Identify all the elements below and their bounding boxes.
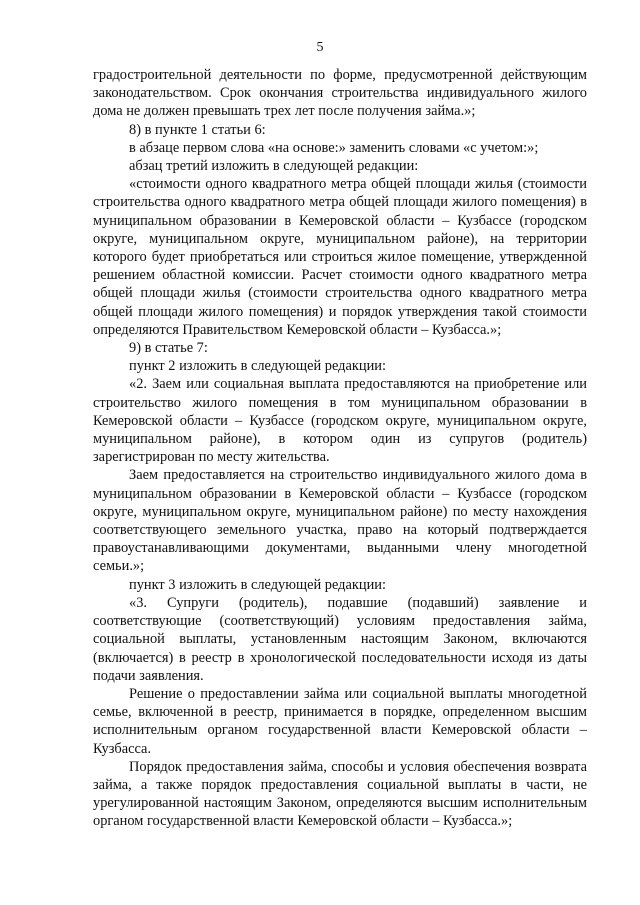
paragraph-item-9: 9) в статье 7: xyxy=(129,340,208,357)
paragraph-cost-quote: «стоимости одного квадратного метра общей площади жилья (стоимости строительства одного квадратного метра общей площади жилого помещения) в муниципальном образовании в Кемеровской области – Кузбассе (городском округе, муниципальном округе, муниципальном районе), на территории которого будет приобретаться или строиться жилое помещение, утвержденной решением областной комиссии. Расчет стоимости одного квадратного метра общей площади жилья (стоимости строительства одного квадратного метра общей площади жилого помещения) и порядок утверждения такой стоимости определяются Правительством Кемеровской области – Кузбасса.»; xyxy=(93,176,587,338)
paragraph-point-3-text: «3. Супруги (родитель), подавшие (подавший) заявление и соответствующие (соответствующий) условиям предоставления займа, социальной выплаты, установленным настоящим Законом, включаются (включается) в реестр в хронологической последовательности исходя из даты подачи заявления. xyxy=(93,594,587,684)
paragraph-point-2-text: «2. Заем или социальная выплата предоставляются на приобретение или строительство жилого помещения в том муниципальном образовании в Кемеровской области – Кузбассе (городском округе, муниципальном округе, муниципальном районе), в котором один из супругов (родитель) зарегистрирован по месту жительства. xyxy=(93,376,587,466)
paragraph-point-3-intro: пункт 3 изложить в следующей редакции: xyxy=(129,576,386,593)
paragraph-replace-words: в абзаце первом слова «на основе:» заменить словами «с учетом:»; xyxy=(129,139,539,156)
page-number: 5 xyxy=(316,40,324,55)
document-body xyxy=(93,66,587,831)
paragraph-procedure: Порядок предоставления займа, способы и условия обеспечения возврата займа, а также порядок предоставления социальной выплаты в части, не урегулированной настоящим Законом, определяются высшим исполнительным органом государственной власти Кемеровской области – Кузбасса.»; xyxy=(93,758,587,830)
paragraph-decision: Решение о предоставлении займа или социальной выплаты многодетной семье, включенной в реестр, принимается в порядке, определенном высшим исполнительным органом государственной власти Кемеровской области – Кузбасса. xyxy=(93,685,587,757)
paragraph-abzac-three: абзац третий изложить в следующей редакции: xyxy=(129,158,419,175)
paragraph-continuation: градостроительной деятельности по форме, предусмотренной действующим законодательством. Срок окончания строительства индивидуального жилого дома не должен превышать трех лет после получения займа.»; xyxy=(93,67,587,120)
paragraph-item-8: 8) в пункте 1 статьи 6: xyxy=(129,121,266,138)
paragraph-point-2-intro: пункт 2 изложить в следующей редакции: xyxy=(129,358,386,375)
paragraph-loan-construction: Заем предоставляется на строительство индивидуального жилого дома в муниципальном образовании в Кемеровской области – Кузбассе (городском округе, муниципальном округе, муниципальном районе) по месту нахождения соответствующего земельного участка, право на который подтверждается правоустанавливающими документами, выданными члену многодетной семьи.»; xyxy=(93,467,587,575)
